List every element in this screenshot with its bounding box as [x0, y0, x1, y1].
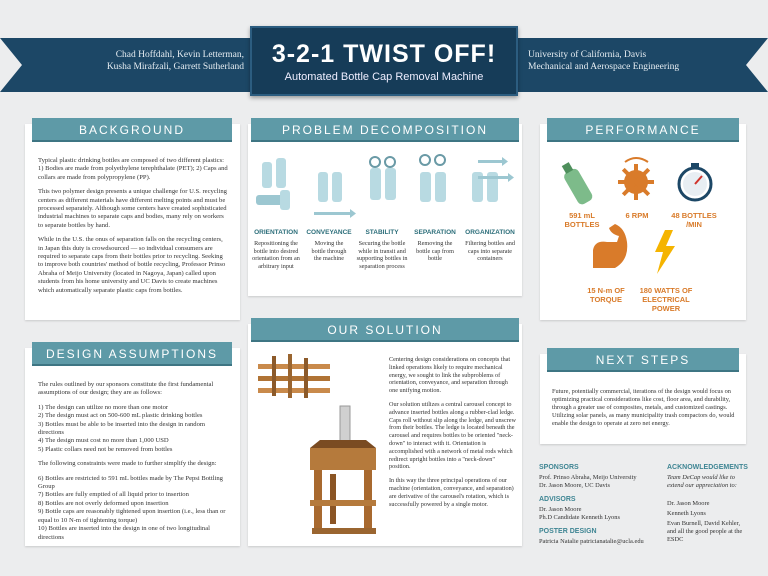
poster-title: 3-2-1 TWIST OFF!	[271, 40, 497, 68]
constraint-item: 10) Bottles are inserted into the design in one of two longitudinal directions	[38, 525, 210, 541]
poster-design-heading: POSTER DESIGN	[539, 528, 597, 535]
rule-item: 3) Bottles must be able to be inserted into the design in random directions	[38, 420, 206, 437]
acknowledgements-intro: Team DeCap would like to extend our appreciation to:	[667, 474, 737, 489]
organization-bottles-icon	[472, 157, 514, 202]
carousel-wheel-image	[258, 354, 330, 398]
authors-line-2: Kusha Mirafzali, Garrett Sutherland	[106, 62, 244, 72]
ack-item: Dr. Jason Moore	[667, 500, 710, 507]
step-desc-orientation: Repositioning the bottle into desired orientation from an arbitrary input	[252, 240, 300, 270]
constraints-list	[38, 475, 230, 542]
title-box	[250, 26, 518, 96]
poster-subtitle: Automated Bottle Cap Removal Machine	[284, 71, 484, 83]
background-heading: BACKGROUND	[32, 118, 232, 142]
step-label-stability: STABILITY	[365, 229, 399, 236]
constraint-item: 9) Bottle caps are reasonably tightened upon insertion (i.e., less than or equal to 10 N-m of tightening torque)	[38, 508, 226, 524]
conveyance-bottles-icon	[314, 172, 356, 218]
constraints-intro: The following constraints were made to further simplify the design:	[38, 460, 217, 468]
performance-heading: PERFORMANCE	[547, 118, 739, 142]
problem-illustrations	[250, 150, 520, 222]
sponsors-list	[539, 474, 659, 490]
stability-bottles-icon	[370, 157, 396, 200]
step-label-separation: SEPARATION	[414, 229, 456, 236]
perf-bottles-label: 591 mL BOTTLES	[564, 211, 600, 229]
ack-item: Kenneth Lyons	[667, 510, 706, 517]
rules-list	[38, 404, 230, 454]
sponsors-heading: SPONSORS	[539, 464, 579, 471]
affiliation-line-1: University of California, Davis	[528, 50, 647, 60]
lightning-bolt-icon	[655, 230, 675, 274]
perf-rpm-label: 6 RPM	[625, 211, 649, 220]
step-label-organization: ORGANIZATION	[465, 229, 515, 236]
solution-p1: Centering design considerations on concepts that linked operations likely to require mechanical energy, we sought to link the subproblems of orientation, conveyance, and separation through one unifying motion.	[389, 356, 511, 395]
bottle-icon	[558, 160, 594, 206]
perf-power-label: 180 WATTS OF ELECTRICAL POWER	[639, 286, 693, 313]
rule-item: 4) The design must cost no more than 1,000 USD	[38, 437, 169, 445]
wooden-frame-image	[310, 406, 376, 534]
solution-heading: OUR SOLUTION	[251, 318, 519, 342]
perf-rate-label: 48 BOTTLES /MIN	[671, 211, 717, 229]
flexed-arm-icon	[593, 224, 627, 268]
rule-item: 2) The design must act on 500-600 mL plastic drinking bottles	[38, 412, 203, 420]
step-desc-conveyance: Moving the bottle through the machine	[311, 240, 347, 263]
authors-line-1: Chad Hoffdahl, Kevin Letterman,	[115, 50, 244, 60]
background-p3: While in the U.S. the onus of separation falls on the recycling centers, in Japan this duty is crowdsourced — so individual consumers are required to separate caps from their bottles prior to recycling. Seeking to improve both countries' method of bottle recycling, Professor Prinso Abraha of Meijo University (located in Nagoya, Japan) called upon students from his home university and UC Davis to create machines which automatically separate plastic caps from bottles.	[38, 236, 226, 294]
advisors-heading: ADVISORS	[539, 496, 576, 503]
background-p1: Typical plastic drinking bottles are composed of two different plastics: 1) Bodies are made from polyethylene terephthalate (PET); 2) Caps and collars are made from polypropylene (PP).	[38, 157, 228, 181]
orientation-bottles-icon	[256, 158, 290, 210]
perf-torque-label: 15 N-m OF TORQUE	[587, 286, 625, 304]
background-p2: This two polymer design presents a unique challenge for U.S. recycling centers as different materials have different melting points and must be processed separately. Although some centers have created sophisticated industrial machines to separate caps and bodies, many rely on workers to separate bottles by hand.	[38, 188, 227, 229]
advisor-item: Ph.D Candidate Kenneth Lyons	[539, 514, 620, 521]
step-desc-organization: Filtering bottles and caps into separate containers	[465, 240, 515, 263]
problem-heading: PROBLEM DECOMPOSITION	[251, 118, 519, 142]
assumptions-heading: DESIGN ASSUMPTIONS	[32, 342, 232, 366]
ack-item: Evan Burnell, David Kehler, and all the good people at the ESDC	[667, 520, 743, 543]
acknowledgements-list	[667, 500, 747, 544]
poster-designer: Patricia Natalie patricianatalie@ucla.edu	[539, 538, 644, 545]
sponsor-item: Dr. Jason Moore, UC Davis	[539, 482, 611, 489]
constraint-item: 7) Bottles are fully emptied of all liquid prior to insertion	[38, 491, 189, 499]
assumptions-text	[38, 381, 230, 542]
rule-item: 1) The design can utilize no more than one motor	[38, 403, 169, 411]
next-steps-text: Future, potentially commercial, iterations of the design would focus on optimizing practical considerations like cost, floor area, and durability, through a greater use of composites, metals, and customized castings. Utilizing solar panels, as many municipality trash compactors do, would enable the design to operate at zero net energy.	[552, 388, 735, 427]
constraint-item: 8) Bottles are not overly deformed upon insertion	[38, 499, 169, 507]
next-steps-heading: NEXT STEPS	[547, 348, 739, 372]
affiliation-line-2: Mechanical and Aerospace Engineering	[528, 62, 680, 72]
assumptions-intro: The rules outlined by our sponsors constitute the first fundamental assumptions of our design; they are as follows:	[38, 381, 214, 397]
gear-icon	[618, 158, 654, 200]
step-label-orientation: ORIENTATION	[254, 229, 298, 236]
rule-item: 5) Plastic collars need not be removed from bottles	[38, 445, 173, 453]
stopwatch-icon	[679, 163, 711, 200]
advisor-item: Dr. Jason Moore	[539, 506, 582, 513]
separation-bottles-icon	[420, 155, 446, 202]
sponsor-item: Prof. Prinso Abraha, Meijo University	[539, 474, 637, 481]
step-desc-separation: Removing the bottle cap from bottle	[416, 240, 454, 263]
solution-p2: Our solution utilizes a central carousel concept to advance inserted bottles along a rubber-clad ledge. Caps roll without slip along the ledge, and unscrew from their bottles. The ledge is located beneath the carousel and requires bottles to be oriented "neck-down" to interact with it. Orientation is accomplished with a network of metal rods which redirect upright bottles into a "neck-down" position.	[389, 400, 516, 471]
solution-text	[389, 356, 517, 514]
machine-render	[252, 350, 380, 540]
authors	[94, 49, 244, 73]
advisors-list	[539, 506, 659, 522]
constraint-item: 6) Bottles are restricted to 591 mL bottles made by The Pepsi Bottling Group	[38, 474, 223, 491]
step-label-conveyance: CONVEYANCE	[306, 229, 352, 236]
step-desc-stability: Securing the bottle while in transit and supporting bottles in separation process	[356, 240, 408, 270]
affiliation	[528, 49, 728, 73]
solution-p3: In this way the three principal operations of our machine (orientation, conveyance, and separation) are derivative of the carousel's rotation, which is successfully powered by a single motor.	[389, 477, 514, 508]
background-text	[38, 157, 228, 301]
acknowledgements-heading: ACKNOWLEDGEMENTS	[667, 464, 748, 471]
